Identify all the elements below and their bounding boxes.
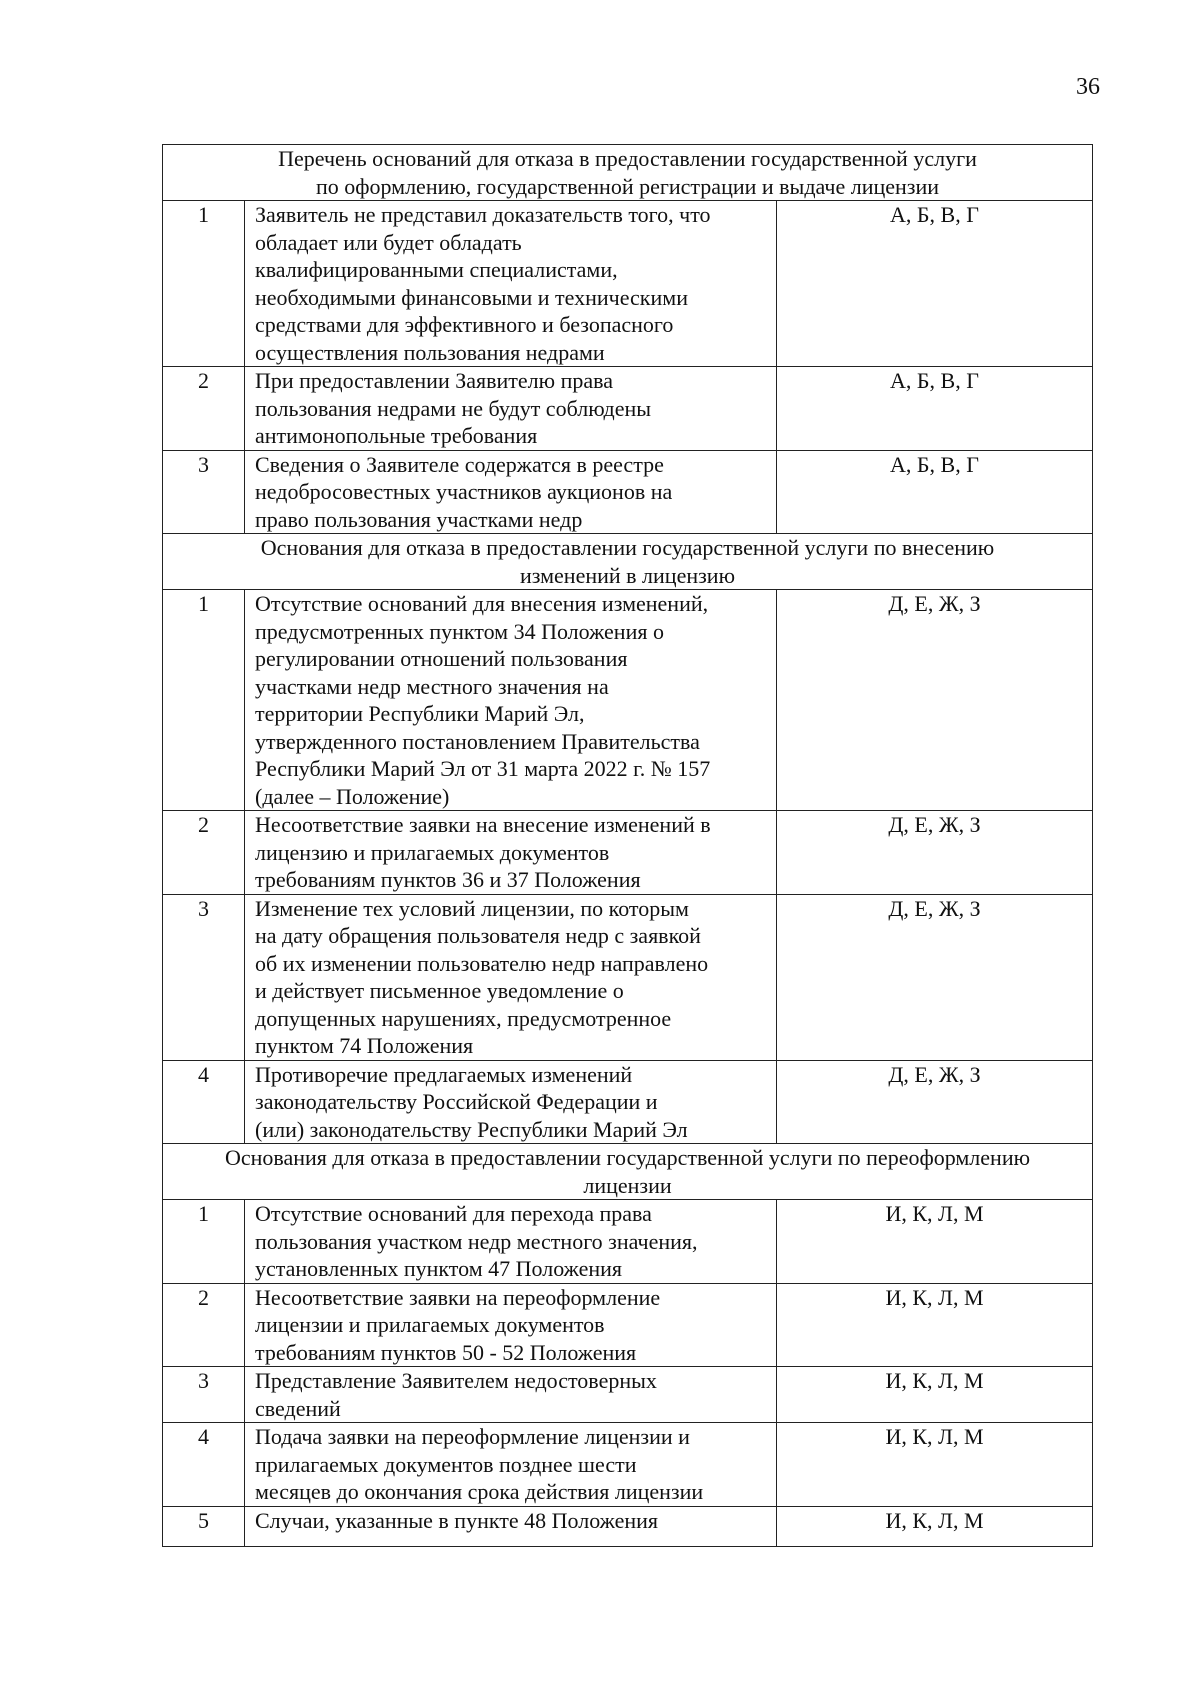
section-title-line: Основания для отказа в предоставлении государственной услуги по внесению (260, 535, 995, 560)
refusal-grounds-table (162, 144, 1093, 1547)
table-row (163, 1283, 1093, 1367)
section-title (163, 1144, 1093, 1200)
description-line: Республики Марий Эл от 31 марта 2022 г. № 157 (255, 756, 711, 781)
page-number: 36 (1076, 74, 1100, 100)
row-codes: Д, Е, Ж, З (777, 1060, 1093, 1144)
section-title (163, 145, 1093, 201)
description-line: Представление Заявителем недостоверных (255, 1368, 657, 1393)
description-line: предусмотренных пунктом 34 Положения о (255, 618, 664, 644)
section-title-line: по оформлению, государственной регистрации и выдаче лицензии (315, 173, 940, 199)
description-line: квалифицированными специалистами, (255, 257, 618, 282)
row-codes: А, Б, В, Г (777, 367, 1093, 451)
row-description (245, 1060, 777, 1144)
description-line: пользования участком недр местного значения, (255, 1228, 698, 1254)
row-codes: И, К, Л, М (777, 1506, 1093, 1547)
description-line: (далее – Положение) (255, 783, 450, 809)
row-description (245, 1283, 777, 1367)
table-row (163, 1423, 1093, 1507)
description-line: обладает или будет обладать (255, 229, 522, 255)
row-description (245, 201, 777, 367)
table-row (163, 1060, 1093, 1144)
row-codes: И, К, Л, М (777, 1423, 1093, 1507)
row-codes: И, К, Л, М (777, 1200, 1093, 1284)
row-number: 3 (163, 894, 245, 1060)
description-line: Изменение тех условий лицензии, по которым (255, 895, 689, 921)
description-line: лицензию и прилагаемых документов (255, 839, 610, 865)
row-codes: И, К, Л, М (777, 1367, 1093, 1423)
table-row (163, 811, 1093, 895)
row-codes: А, Б, В, Г (777, 201, 1093, 367)
section-header-row (163, 145, 1093, 201)
description-line: и действует письменное уведомление о (255, 978, 624, 1003)
description-line: необходимыми финансовыми и техническими (255, 284, 688, 310)
table-row (163, 1506, 1093, 1547)
description-line: допущенных нарушениях, предусмотренное (255, 1005, 672, 1031)
description-line: Подача заявки на переоформление лицензии и (255, 1424, 690, 1449)
row-number: 1 (163, 590, 245, 811)
description-line: месяцев до окончания срока действия лицензии (255, 1479, 704, 1504)
table-row (163, 590, 1093, 811)
section-title-line: изменений в лицензию (519, 562, 736, 588)
description-line: При предоставлении Заявителю права (255, 368, 613, 393)
row-number: 2 (163, 811, 245, 895)
row-codes: Д, Е, Ж, З (777, 894, 1093, 1060)
row-number: 5 (163, 1506, 245, 1547)
row-number: 2 (163, 1283, 245, 1367)
row-codes: И, К, Л, М (777, 1283, 1093, 1367)
description-line: Противоречие предлагаемых изменений (255, 1061, 633, 1087)
description-line: утвержденного постановлением Правительства (255, 728, 700, 754)
description-line: антимонопольные требования (255, 423, 538, 448)
description-line: Отсутствие оснований для перехода права (255, 1201, 652, 1226)
row-description (245, 1200, 777, 1284)
row-codes: Д, Е, Ж, З (777, 590, 1093, 811)
description-line: Несоответствие заявки на внесение изменений в (255, 812, 711, 837)
description-line: Несоответствие заявки на переоформление (255, 1284, 661, 1310)
row-description (245, 1423, 777, 1507)
description-line: участками недр местного значения на (255, 673, 609, 699)
row-number: 2 (163, 367, 245, 451)
description-line: пунктом 74 Положения (255, 1033, 474, 1058)
row-number: 3 (163, 1367, 245, 1423)
table-row (163, 1367, 1093, 1423)
description-line: осуществления пользования недрами (255, 339, 605, 365)
description-line: требованиям пунктов 50 - 52 Положения (255, 1339, 637, 1365)
description-line: лицензии и прилагаемых документов (255, 1312, 605, 1337)
row-number: 4 (163, 1423, 245, 1507)
description-line: Случаи, указанные в пункте 48 Положения (255, 1507, 659, 1533)
section-header-row (163, 1144, 1093, 1200)
section-title-line: лицензии (583, 1172, 672, 1198)
description-line: пользования недрами не будут соблюдены (255, 395, 652, 421)
description-line: средствами для эффективного и безопасного (255, 312, 674, 337)
row-description (245, 450, 777, 534)
row-description (245, 894, 777, 1060)
description-line: об их изменении пользователю недр направлено (255, 950, 709, 976)
table-row (163, 1200, 1093, 1284)
table-row (163, 894, 1093, 1060)
table-row (163, 450, 1093, 534)
description-line: установленных пунктом 47 Положения (255, 1256, 622, 1281)
description-line: прилагаемых документов позднее шести (255, 1451, 637, 1477)
row-number: 4 (163, 1060, 245, 1144)
description-line: Отсутствие оснований для внесения изменений, (255, 591, 709, 616)
table-row (163, 367, 1093, 451)
row-description (245, 811, 777, 895)
description-line: законодательству Российской Федерации и (255, 1089, 658, 1114)
row-number: 1 (163, 1200, 245, 1284)
description-line: на дату обращения пользователя недр с заявкой (255, 923, 701, 948)
description-line: сведений (255, 1395, 341, 1421)
section-title-line: Перечень оснований для отказа в предоставлении государственной услуги (278, 146, 977, 171)
description-line: территории Республики Марий Эл, (255, 701, 585, 726)
description-line: Заявитель не представил доказательств того, что (255, 202, 711, 227)
row-description (245, 1367, 777, 1423)
section-title-line: Основания для отказа в предоставлении государственной услуги по переоформлению (224, 1145, 1031, 1170)
row-number: 1 (163, 201, 245, 367)
row-description (245, 1506, 777, 1547)
row-number: 3 (163, 450, 245, 534)
description-line: Сведения о Заявителе содержатся в реестре (255, 451, 664, 477)
section-title (163, 534, 1093, 590)
description-line: право пользования участками недр (255, 506, 583, 532)
table-row (163, 201, 1093, 367)
row-codes: А, Б, В, Г (777, 450, 1093, 534)
description-line: регулировании отношений пользования (255, 646, 628, 671)
description-line: (или) законодательству Республики Марий Эл (255, 1116, 688, 1142)
description-line: требованиям пунктов 36 и 37 Положения (255, 867, 641, 892)
description-line: недобросовестных участников аукционов на (255, 479, 673, 504)
table-body (163, 145, 1093, 1547)
section-header-row (163, 534, 1093, 590)
row-codes: Д, Е, Ж, З (777, 811, 1093, 895)
row-description (245, 590, 777, 811)
row-description (245, 367, 777, 451)
